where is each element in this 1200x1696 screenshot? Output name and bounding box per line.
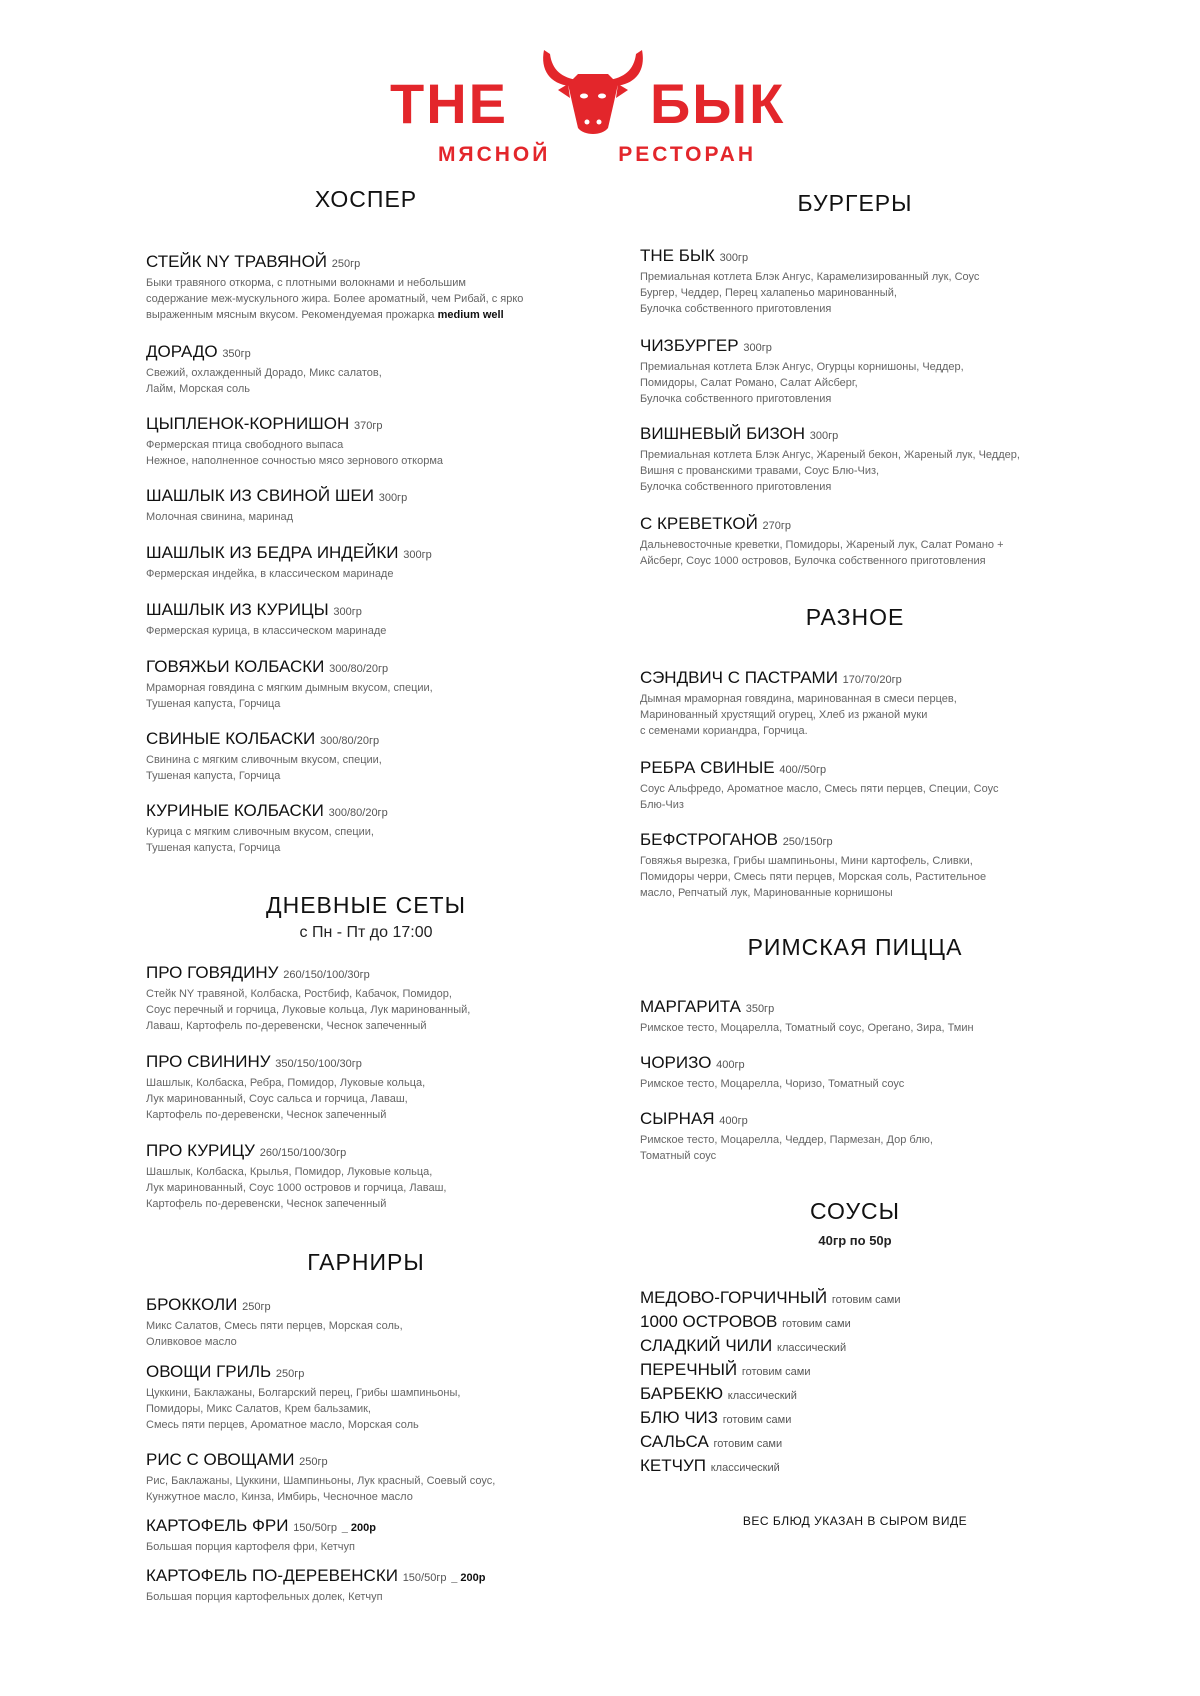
menu-item-description xyxy=(640,269,1070,317)
sauce-tag: готовим сами xyxy=(831,1294,901,1306)
menu-item-title xyxy=(146,801,586,823)
menu-item-weight: 300гр xyxy=(809,430,839,442)
menu-item-description xyxy=(640,447,1070,495)
menu-item xyxy=(640,830,1070,901)
menu-item-description xyxy=(146,623,586,639)
menu-item-description xyxy=(146,566,586,582)
menu-item-title xyxy=(640,246,1070,268)
sauce-item xyxy=(640,1360,810,1382)
section-title-pizza: РИМСКАЯ ПИЦЦА xyxy=(747,934,963,960)
sauce-tag: классический xyxy=(777,1342,847,1354)
menu-item-description xyxy=(146,275,586,323)
menu-item-title xyxy=(146,1295,586,1317)
description-emphasis: medium well xyxy=(437,309,504,321)
menu-item-weight: 350гр xyxy=(222,348,251,360)
menu-item-name: ЦЫПЛЕНОК-КОРНИШОН xyxy=(146,414,350,433)
sauce-tag: готовим сами xyxy=(741,1366,811,1378)
brand-the: THE xyxy=(390,72,508,135)
menu-item xyxy=(146,657,586,712)
menu-item-description xyxy=(146,1539,586,1555)
menu-item xyxy=(640,514,1070,569)
description-line: Большая порция картофеля фри, Кетчуп xyxy=(146,1541,355,1553)
menu-item-name: ЧИЗБУРГЕР xyxy=(640,336,739,355)
menu-item-weight: 250/150гр xyxy=(782,836,833,848)
menu-item-description xyxy=(640,537,1070,569)
sauce-name: 1000 ОСТРОВОВ xyxy=(640,1312,778,1331)
menu-item-description xyxy=(146,1318,586,1350)
menu-item xyxy=(640,336,1070,407)
sauce-item xyxy=(640,1384,797,1406)
menu-item-title xyxy=(146,252,586,274)
menu-item-weight: 250гр xyxy=(299,1456,328,1468)
menu-item xyxy=(146,252,586,323)
menu-item-weight: 300гр xyxy=(403,549,432,561)
menu-item-title xyxy=(640,830,1070,852)
menu-item-name: ГОВЯЖЬИ КОЛБАСКИ xyxy=(146,657,325,676)
menu-item-weight: 250гр xyxy=(275,1368,305,1380)
menu-item-name: ПРО КУРИЦУ xyxy=(146,1141,255,1160)
section-title-burgers: БУРГЕРЫ xyxy=(797,190,913,216)
description-line: Оливковое масло xyxy=(146,1336,237,1348)
tagline-word-2: РЕСТОРАН xyxy=(618,143,756,166)
menu-item-name: КАРТОФЕЛЬ ПО-ДЕРЕВЕНСКИ xyxy=(146,1566,398,1585)
menu-item-description xyxy=(640,1132,1070,1164)
menu-item-name: ЧОРИЗО xyxy=(640,1053,712,1072)
menu-item-title xyxy=(146,729,586,751)
section-title-hosper: ХОСПЕР xyxy=(314,186,418,212)
description-line: Большая порция картофельных долек, Кетчуп xyxy=(146,1591,383,1603)
menu-item-description xyxy=(640,1076,1070,1092)
sauce-item xyxy=(640,1312,851,1334)
description-line: Бургер, Чеддер, Перец халапеньо маринованный, xyxy=(640,287,897,299)
menu-item-weight: 170/70/20гр xyxy=(842,674,902,686)
menu-item-name: ШАШЛЫК ИЗ БЕДРА ИНДЕЙКИ xyxy=(146,543,399,562)
menu-item-description xyxy=(146,986,586,1034)
description-line: Премиальная котлета Блэк Ангус, Жареный бекон, Жареный лук, Чеддер, xyxy=(640,449,1020,461)
menu-item-name: ПРО СВИНИНУ xyxy=(146,1052,271,1071)
description-line: с семенами кориандра, Горчица. xyxy=(640,725,808,737)
menu-item-title xyxy=(640,514,1070,536)
menu-item-name: КУРИНЫЕ КОЛБАСКИ xyxy=(146,801,324,820)
menu-item-weight: 260/150/100/30гр xyxy=(259,1147,347,1159)
description-line: Помидоры, Микс Салатов, Крем бальзамик, xyxy=(146,1403,371,1415)
menu-item xyxy=(640,1053,1070,1092)
menu-item-name: ШАШЛЫК ИЗ КУРИЦЫ xyxy=(146,600,329,619)
section-title-sides: ГАРНИРЫ xyxy=(307,1249,425,1275)
menu-item-name: КАРТОФЕЛЬ ФРИ xyxy=(146,1516,289,1535)
restaurant-logo xyxy=(0,40,1200,170)
description-line: Дальневосточные креветки, Помидоры, Жареный лук, Салат Романо + xyxy=(640,539,1004,551)
description-line: Фермерская птица свободного выпаса xyxy=(146,439,344,451)
menu-item-title xyxy=(146,1516,586,1538)
section-title-sauces: СОУСЫ xyxy=(809,1198,901,1224)
sauce-tag: классический xyxy=(710,1462,780,1474)
menu-item xyxy=(146,1450,586,1505)
menu-item-weight: 350гр xyxy=(745,1003,775,1015)
menu-item-name: ДОРАДО xyxy=(146,342,218,361)
menu-item xyxy=(146,1566,586,1605)
menu-item-title xyxy=(146,1141,586,1163)
menu-item-title xyxy=(146,342,586,364)
menu-item-description xyxy=(640,359,1070,407)
description-line: Молочная свинина, маринад xyxy=(146,511,294,523)
menu-item-weight: 300гр xyxy=(719,252,749,264)
description-line: Нежное, наполненное сочностью мясо зернового откорма xyxy=(146,455,444,467)
menu-item-title xyxy=(640,668,1070,690)
menu-item xyxy=(640,668,1070,739)
menu-item-weight: 370гр xyxy=(354,420,383,432)
menu-item xyxy=(640,246,1070,317)
menu-item-title xyxy=(146,963,586,985)
description-line: Томатный соус xyxy=(640,1150,717,1162)
description-line: Смесь пяти перцев, Ароматное масло, Морская соль xyxy=(146,1419,419,1431)
menu-item-title xyxy=(146,600,586,622)
menu-item xyxy=(146,1362,586,1433)
menu-item-price: _ 200р xyxy=(341,1522,376,1534)
menu-item-description xyxy=(146,824,586,856)
sauce-tag: готовим сами xyxy=(782,1318,851,1330)
brand-tagline xyxy=(438,143,756,167)
sauce-name: САЛЬСА xyxy=(640,1432,709,1451)
menu-item xyxy=(146,1516,586,1555)
menu-item xyxy=(640,997,1070,1036)
description-line: Свежий, охлажденный Дорадо, Микс салатов, xyxy=(146,367,382,379)
menu-item-title xyxy=(146,657,586,679)
raw-weight-note: ВЕС БЛЮД УКАЗАН В СЫРОМ ВИДЕ xyxy=(742,1514,968,1528)
menu-item-title xyxy=(640,1053,1070,1075)
menu-item-name: ОВОЩИ ГРИЛЬ xyxy=(146,1362,272,1381)
menu-item-name: БЕФСТРОГАНОВ xyxy=(640,830,778,849)
sauce-tag: готовим сами xyxy=(713,1438,783,1450)
description-line: Микс Салатов, Смесь пяти перцев, Морская соль, xyxy=(146,1320,403,1332)
menu-item-description xyxy=(146,437,586,469)
menu-item-description xyxy=(146,1589,586,1605)
menu-item-weight: 250гр xyxy=(242,1301,271,1313)
description-line: Римское тесто, Моцарелла, Чоризо, Томатный соус xyxy=(640,1078,905,1090)
sauce-item xyxy=(640,1432,782,1454)
description-line: Булочка собственного приготовления xyxy=(640,303,832,315)
sauce-tag: классический xyxy=(727,1390,797,1402)
menu-item-name: БРОККОЛИ xyxy=(146,1295,238,1314)
section-title-sets: ДНЕВНЫЕ СЕТЫ xyxy=(266,892,466,918)
menu-item-title xyxy=(640,336,1070,358)
menu-item-weight: 150/50гр xyxy=(293,1522,337,1534)
menu-item-title xyxy=(146,1052,586,1074)
description-line: выраженным мясным вкусом. Рекомендуемая прожарка xyxy=(146,309,435,321)
description-line: Маринованный хрустящий огурец, Хлеб из ржаной муки xyxy=(640,709,928,721)
description-line: Стейк NY травяной, Колбаска, Ростбиф, Кабачок, Помидор, xyxy=(146,988,452,1000)
description-line: Лайм, Морская соль xyxy=(146,383,251,395)
description-line: Картофель по-деревенски, Чеснок запеченный xyxy=(146,1109,387,1121)
menu-item-weight: 350/150/100/30гр xyxy=(275,1058,362,1070)
menu-item-weight: 250гр xyxy=(331,258,361,270)
description-line: Кунжутное масло, Кинза, Имбирь, Чесночное масло xyxy=(146,1491,413,1503)
description-line: Тушеная капуста, Горчица xyxy=(146,842,281,854)
description-line: масло, Репчатый лук, Маринованные корнишоны xyxy=(640,887,893,899)
description-line: Свинина с мягким сливочным вкусом, специи, xyxy=(146,754,382,766)
description-line: Булочка собственного приготовления xyxy=(640,393,832,405)
description-line: Мраморная говядина с мягким дымным вкусом, специи, xyxy=(146,682,433,694)
menu-item-title xyxy=(146,1566,586,1588)
description-line: Курица с мягким сливочным вкусом, специи, xyxy=(146,826,374,838)
menu-item xyxy=(146,1052,586,1123)
menu-item-name: СЭНДВИЧ С ПАСТРАМИ xyxy=(640,668,838,687)
sauce-name: БАРБЕКЮ xyxy=(640,1384,724,1403)
description-line: Римское тесто, Моцарелла, Томатный соус, Орегано, Зира, Тмин xyxy=(640,1022,974,1034)
description-line: Айсберг, Соус 1000 островов, Булочка собственного приготовления xyxy=(640,555,986,567)
menu-item-name: THE БЫК xyxy=(640,246,715,265)
menu-item xyxy=(146,414,586,469)
menu-item-weight: 300гр xyxy=(378,492,408,504)
brand-byk: БЫК xyxy=(650,72,786,135)
description-line: Премиальная котлета Блэк Ангус, Карамелизированный лук, Соус xyxy=(640,271,980,283)
description-line: Шашлык, Колбаска, Ребра, Помидор, Луковые кольца, xyxy=(146,1077,426,1089)
bull-head-icon xyxy=(538,44,648,140)
description-line: содержание меж-мускульного жира. Более ароматный, чем Рибай, с ярко xyxy=(146,293,524,305)
description-line: Премиальная котлета Блэк Ангус, Огурцы корнишоны, Чеддер, xyxy=(640,361,964,373)
menu-item xyxy=(146,543,586,582)
menu-item xyxy=(146,1141,586,1212)
menu-item-name: СВИНЫЕ КОЛБАСКИ xyxy=(146,729,316,748)
menu-item-weight: 260/150/100/30гр xyxy=(283,969,370,981)
menu-item-title xyxy=(146,543,586,565)
menu-item-title xyxy=(146,1450,586,1472)
menu-item-title xyxy=(640,997,1070,1019)
menu-item-weight: 400гр xyxy=(716,1059,745,1071)
description-line: Помидоры, Салат Романо, Салат Айсберг, xyxy=(640,377,858,389)
menu-item-weight: 300/80/20гр xyxy=(329,663,389,675)
description-line: Шашлык, Колбаска, Крылья, Помидор, Луковые кольца, xyxy=(146,1166,433,1178)
description-line: Фермерская курица, в классическом маринаде xyxy=(146,625,387,637)
description-line: Цуккини, Баклажаны, Болгарский перец, Грибы шампиньоны, xyxy=(146,1387,461,1399)
menu-item-description xyxy=(146,1164,586,1212)
description-line: Рис, Баклажаны, Цуккини, Шампиньоны, Лук красный, Соевый соус, xyxy=(146,1475,496,1487)
menu-item xyxy=(146,1295,586,1350)
menu-item-weight: 300/80/20гр xyxy=(320,735,380,747)
menu-item-name: СЫРНАЯ xyxy=(640,1109,715,1128)
sauce-item xyxy=(640,1288,901,1310)
description-line: Говяжья вырезка, Грибы шампиньоны, Мини картофель, Сливки, xyxy=(640,855,973,867)
menu-item-weight: 300гр xyxy=(333,606,362,618)
menu-item-description xyxy=(146,1473,586,1505)
menu-item-weight: 300гр xyxy=(743,342,772,354)
menu-item xyxy=(640,758,1070,813)
menu-item-name: ПРО ГОВЯДИНУ xyxy=(146,963,279,982)
menu-item-title xyxy=(640,424,1070,446)
description-line: Картофель по-деревенски, Чеснок запеченный xyxy=(146,1198,387,1210)
description-line: Булочка собственного приготовления xyxy=(640,481,832,493)
description-line: Лаваш, Картофель по-деревенски, Чеснок запеченный xyxy=(146,1020,427,1032)
description-line: Лук маринованный, Соус 1000 островов и горчица, Лаваш, xyxy=(146,1182,447,1194)
menu-item-name: РЕБРА СВИНЫЕ xyxy=(640,758,775,777)
menu-item-title xyxy=(146,414,586,436)
sauce-name: СЛАДКИЙ ЧИЛИ xyxy=(640,1336,773,1355)
menu-item-title xyxy=(640,758,1070,780)
menu-item xyxy=(146,486,586,525)
menu-item-description xyxy=(146,1385,586,1433)
menu-item-description xyxy=(640,691,1070,739)
menu-item-price: _ 200р xyxy=(451,1572,486,1584)
menu-item-title xyxy=(146,486,586,508)
description-line: Вишня с прованскими травами, Соус Блю-Чиз, xyxy=(640,465,880,477)
menu-item-description xyxy=(640,1020,1070,1036)
menu-item xyxy=(640,1109,1070,1164)
description-line: Соус Альфредо, Ароматное масло, Смесь пяти перцев, Специи, Соус xyxy=(640,783,999,795)
description-line: Лук маринованный, Соус сальса и горчица, Лаваш, xyxy=(146,1093,408,1105)
sauce-item xyxy=(640,1408,791,1430)
section-title-misc: РАЗНОЕ xyxy=(805,604,905,630)
description-line: Дымная мраморная говядина, маринованная в смеси перцев, xyxy=(640,693,957,705)
menu-item-name: МАРГАРИТА xyxy=(640,997,741,1016)
sauce-name: ПЕРЕЧНЫЙ xyxy=(640,1360,738,1379)
menu-item-weight: 300/80/20гр xyxy=(328,807,388,819)
menu-item-weight: 150/50гр xyxy=(402,1572,447,1584)
menu-item-description xyxy=(146,365,586,397)
menu-item-title xyxy=(640,1109,1070,1131)
menu-item-weight: 270гр xyxy=(762,520,792,532)
menu-item-title xyxy=(146,1362,586,1384)
menu-item-description xyxy=(146,752,586,784)
sauce-name: КЕТЧУП xyxy=(640,1456,706,1475)
menu-item xyxy=(146,729,586,784)
menu-item xyxy=(146,342,586,397)
menu-item xyxy=(146,801,586,856)
description-line: Быки травяного откорма, с плотными волокнами и небольшим xyxy=(146,277,466,289)
menu-item-description xyxy=(146,1075,586,1123)
description-line: Блю-Чиз xyxy=(640,799,684,811)
menu-item-name: РИС С ОВОЩАМИ xyxy=(146,1450,295,1469)
menu-item xyxy=(146,600,586,639)
menu-item-description xyxy=(146,509,586,525)
menu-item xyxy=(640,424,1070,495)
menu-item-name: СТЕЙК NY ТРАВЯНОЙ xyxy=(146,252,328,271)
menu-item-description xyxy=(146,680,586,712)
menu-item-description xyxy=(640,853,1070,901)
menu-item-name: ВИШНЕВЫЙ БИЗОН xyxy=(640,424,806,443)
menu-item-weight: 400//50гр xyxy=(779,764,827,776)
description-line: Соус перечный и горчица, Луковые кольца, Лук маринованный, xyxy=(146,1004,471,1016)
tagline-word-1: МЯСНОЙ xyxy=(438,143,551,166)
sauce-item xyxy=(640,1336,846,1358)
sauce-item xyxy=(640,1456,780,1478)
description-line: Помидоры черри, Смесь пяти перцев, Морская соль, Растительное xyxy=(640,871,987,883)
menu-item-name: С КРЕВЕТКОЙ xyxy=(640,514,758,533)
sauces-subtitle: 40гр по 50р xyxy=(818,1233,892,1248)
menu-item xyxy=(146,963,586,1034)
sets-subtitle: с Пн - Пт до 17:00 xyxy=(299,924,433,941)
sauce-name: БЛЮ ЧИЗ xyxy=(640,1408,719,1427)
menu-item-weight: 400гр xyxy=(719,1115,748,1127)
description-line: Римское тесто, Моцарелла, Чеддер, Пармезан, Дор блю, xyxy=(640,1134,933,1146)
menu-item-description xyxy=(640,781,1070,813)
description-line: Тушеная капуста, Горчица xyxy=(146,698,281,710)
menu-item-name: ШАШЛЫК ИЗ СВИНОЙ ШЕИ xyxy=(146,486,374,505)
description-line: Фермерская индейка, в классическом маринаде xyxy=(146,568,394,580)
sauce-name: МЕДОВО-ГОРЧИЧНЫЙ xyxy=(640,1288,828,1307)
sauce-tag: готовим сами xyxy=(722,1414,792,1426)
description-line: Тушеная капуста, Горчица xyxy=(146,770,281,782)
